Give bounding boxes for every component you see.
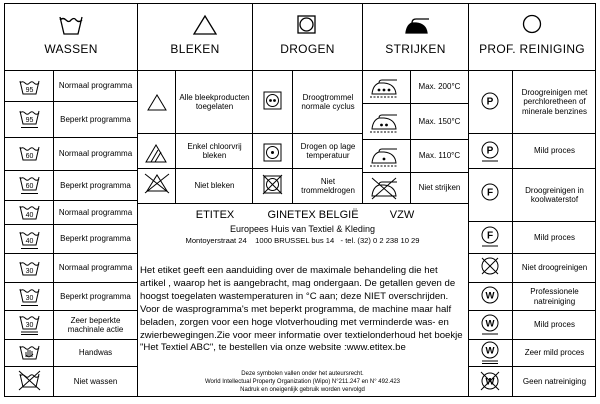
header-prof-reiniging: PROF. REINIGING: [479, 42, 585, 57]
bleach-non-chlorine-icon: [146, 145, 166, 162]
wash-label: Normaal programma: [58, 149, 133, 159]
do-not-wash-icon: [19, 371, 40, 390]
wet-clean-w-icon: [482, 287, 498, 303]
wash-temp-label: 60: [25, 183, 34, 190]
org-etitex: ETITEX: [195, 208, 235, 221]
info-line: zwierbewegingen.Zie voor meer informatie over textielonderhoud het boekje: [140, 329, 463, 341]
do-not-wet-clean-icon: [481, 372, 499, 390]
iron-label: Niet strijken: [418, 183, 461, 193]
info-line: hoogst toegelaten wastemperaturen in °C aan; deze NIET overschrijden.: [140, 290, 449, 302]
wash-label: Beperkt programma: [60, 180, 131, 190]
do-not-bleach-icon: [145, 174, 169, 193]
tumble-dry-normal-icon: [264, 92, 281, 109]
prof-label: Mild proces: [534, 320, 575, 330]
wash-label: Beperkt programma: [60, 291, 131, 301]
wash-temp-label: 95: [25, 87, 34, 94]
iron-label: Max. 110°C: [418, 151, 461, 161]
copyright-line: Nadruk en oneigenlijk gebruik worden vervolgd: [240, 387, 365, 393]
prof-letter: W: [485, 376, 495, 388]
wash-95-mild-icon: [20, 111, 39, 128]
wash-label: Handwas: [78, 348, 113, 358]
prof-letter: P: [486, 96, 494, 108]
prof-letter: P: [486, 145, 494, 157]
dry-label: Niet trommeldrogen: [301, 176, 355, 195]
org-subtitle: Europees Huis van Textiel & Kleding: [230, 223, 375, 234]
iron-low-icon: [370, 149, 398, 166]
wash-30-icon: [20, 262, 39, 275]
prof-letter: W: [485, 345, 495, 357]
wash-temp-label: 30: [25, 322, 34, 329]
wash-temp-label: 60: [25, 153, 34, 160]
iron-high-icon: [370, 80, 398, 97]
wash-temp-label: 40: [25, 238, 34, 245]
wash-temp-label: 95: [25, 117, 34, 124]
wet-clean-w-very-mild-icon: [482, 342, 498, 364]
iron-icon: [406, 19, 429, 33]
dry-clean-f-mild-icon: [482, 227, 498, 246]
prof-letter: F: [486, 230, 494, 242]
wash-temp-label: 40: [25, 212, 34, 219]
iron-label: Max. 150°C: [418, 116, 461, 126]
wash-30-mild-icon: [20, 289, 39, 306]
prof-letter: W: [485, 318, 495, 330]
bleach-label: Niet bleken: [194, 181, 235, 191]
iron-label: Max. 200°C: [418, 82, 461, 92]
wet-clean-w-mild-icon: [482, 315, 498, 334]
info-paragraph: [140, 265, 465, 355]
wash-temp-label: 30: [25, 295, 34, 302]
prof-label: Professionele natreiniging: [530, 287, 579, 306]
prof-label: Droogreinigen met perchloretheen of minerale benzines: [521, 88, 588, 116]
tumble-dry-icon: [298, 16, 315, 33]
prof-label: Geen natreiniging: [522, 376, 587, 386]
dry-label: Drogen op lage temperatuur: [300, 141, 356, 160]
bleach-label: Alle bleekproducten toegelaten: [179, 92, 250, 111]
dry-clean-p-mild-icon: [482, 142, 498, 161]
do-not-tumble-dry-icon: [263, 175, 282, 194]
dry-label: Droogtrommel normale cyclus: [301, 92, 355, 111]
org-vzw: VZW: [389, 208, 415, 221]
header-strijken: STRIJKEN: [385, 42, 446, 57]
header-wassen: WASSEN: [44, 42, 98, 57]
copyright-line: Deze symbolen vallen onder het auteursrecht.: [241, 371, 364, 377]
wash-60-icon: [20, 147, 39, 160]
dry-clean-f-icon: [482, 184, 498, 200]
prof-label: Zeer mild proces: [524, 348, 585, 358]
do-not-iron-icon: [372, 178, 397, 199]
info-line: Voor de wasprogramma's met beperkt programma, de machine maar half: [140, 303, 452, 315]
wash-temp-label: 30: [25, 268, 34, 275]
info-line: "Het Textiel ABC", te bestellen via onze website :www.etitex.be: [140, 342, 406, 354]
info-line: beladen, zorgen voor een hoge vlotverhouding met verminderde was- en: [140, 316, 449, 328]
wash-label: Normaal programma: [58, 263, 133, 273]
bleach-allowed-icon: [148, 95, 166, 110]
header-drogen: DROGEN: [280, 42, 335, 57]
wash-label: Beperkt programma: [60, 234, 131, 244]
prof-label: Niet droogreinigen: [521, 263, 588, 273]
tumble-dry-low-icon: [264, 144, 281, 161]
wash-30-very-mild-icon: [20, 316, 39, 335]
do-not-dry-clean-icon: [482, 258, 498, 274]
header-bleken: BLEKEN: [170, 42, 220, 57]
bleach-label: Enkel chloorvrij bleken: [187, 141, 242, 160]
wash-40-mild-icon: [20, 232, 39, 249]
org-address: Montoyerstraat 24 1000 BRUSSEL bus 14 - tel. (32) 0 2 238 10 29: [185, 236, 420, 246]
org-ginetex: GINETEX BELGIË: [267, 208, 359, 221]
hand-wash-icon: [20, 346, 39, 359]
wash-label: Beperkt programma: [60, 114, 131, 124]
wash-label: Zeer beperkte machinale actie: [67, 315, 124, 334]
prof-letter: W: [485, 290, 495, 302]
prof-label: Mild proces: [534, 232, 575, 242]
copyright-line: World Intellectual Property Organization (Wipo) N°211.247 en N° 492.423: [204, 379, 400, 385]
wash-60-mild-icon: [20, 177, 39, 194]
prof-cleaning-circle-icon: [524, 16, 541, 33]
bleach-triangle-icon: [194, 16, 216, 34]
wash-95-icon: [20, 81, 39, 94]
prof-label: Mild proces: [534, 146, 575, 156]
wash-label: Normaal programma: [58, 81, 133, 91]
wash-40-icon: [20, 206, 39, 219]
wash-tub-icon: [60, 17, 82, 34]
wash-label: Niet wassen: [73, 376, 118, 386]
prof-letter: F: [486, 187, 494, 199]
info-line: Het etiket geeft een aanduiding over de maximale behandeling die het: [140, 265, 438, 276]
dry-clean-p-icon: [482, 93, 498, 109]
iron-medium-icon: [370, 115, 398, 132]
wash-label: Normaal programma: [58, 207, 133, 217]
prof-label: Droogreinigen in koolwaterstof: [525, 185, 584, 204]
info-line: artikel , waarop het is aangebracht, mag ondergaan. De getallen geven de: [140, 277, 456, 289]
